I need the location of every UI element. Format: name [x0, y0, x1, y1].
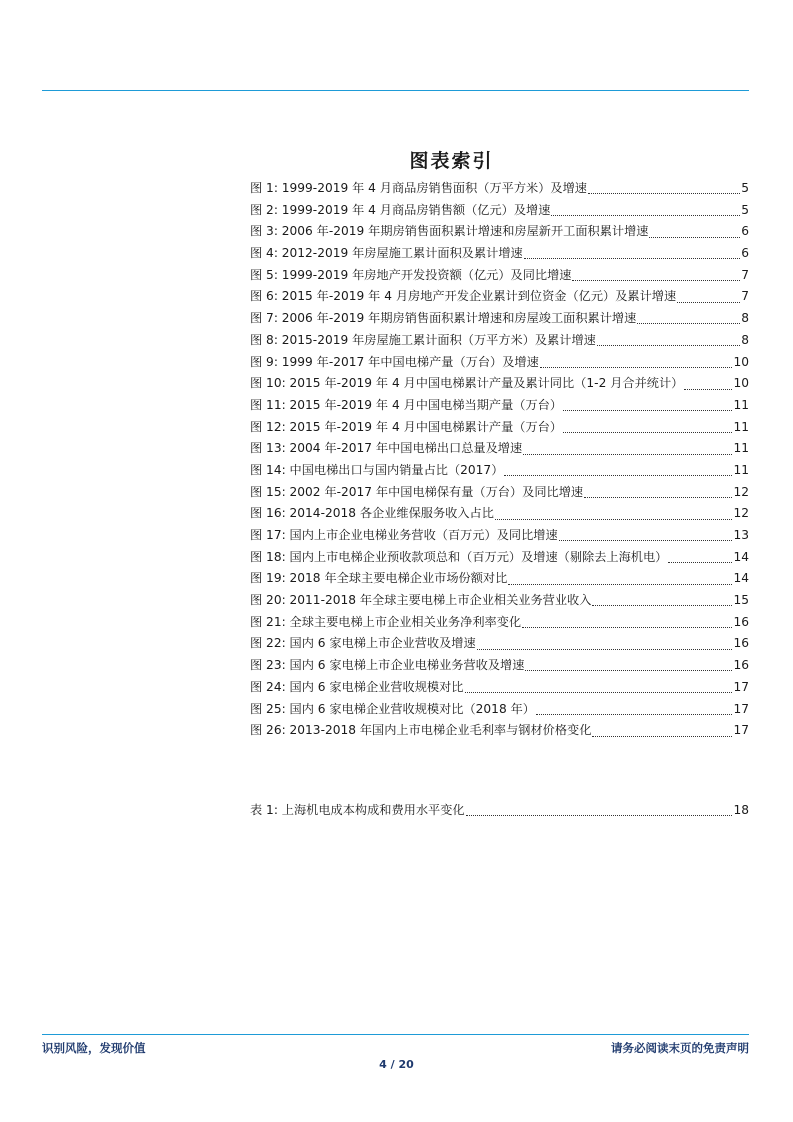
- toc-entry-label: 图 17: 国内上市企业电梯业务营收（百万元）及同比增速: [250, 528, 558, 542]
- figure-index-entry[interactable]: [250, 417, 749, 439]
- toc-entry-label: 图 6: 2015 年-2019 年 4 月房地产开发企业累计到位资金（亿元）及累计增速: [250, 289, 677, 304]
- toc-entry-label: 图 25: 国内 6 家电梯企业营收规模对比（2018 年）: [250, 701, 535, 716]
- toc-entry-page: 14: [733, 571, 749, 586]
- figure-index-entry[interactable]: [250, 699, 749, 721]
- dot-leader: [495, 519, 733, 520]
- dot-leader: [465, 692, 733, 693]
- toc-entry-page: 10: [733, 354, 749, 369]
- figure-index-entry[interactable]: [250, 612, 749, 634]
- toc-entry-label: 图 8: 2015-2019 年房屋施工累计面积（万平方米）及累计增速: [250, 332, 596, 347]
- toc-entry-page: 6: [741, 246, 749, 261]
- toc-entry-label: 表 1: 上海机电成本构成和费用水平变化: [250, 803, 465, 817]
- toc-entry-page: 10: [733, 376, 749, 391]
- toc-entry-page: 7: [741, 267, 749, 282]
- toc-entry-page: 16: [733, 658, 749, 673]
- toc-entry-page: 16: [733, 636, 749, 651]
- toc-entry-page: 13: [733, 528, 749, 542]
- toc-entry-label: 图 7: 2006 年-2019 年期房销售面积累计增速和房屋竣工面积累计增速: [250, 311, 637, 326]
- dot-leader: [504, 475, 732, 476]
- figure-index-entry[interactable]: [250, 200, 749, 222]
- figure-index-entry[interactable]: [250, 547, 749, 569]
- dot-leader: [522, 627, 732, 628]
- toc-entry-page: 6: [741, 224, 749, 239]
- toc-entry-page: 16: [733, 614, 749, 629]
- footer-rule: [42, 1034, 749, 1035]
- toc-entry-page: 15: [733, 593, 749, 608]
- figure-index-entry[interactable]: [250, 720, 749, 742]
- figure-index-entry[interactable]: [250, 286, 749, 308]
- toc-entry-page: 17: [733, 723, 749, 738]
- footer-disclaimer-link[interactable]: 请务必阅读末页的免责声明: [611, 1041, 749, 1055]
- toc-entry-page: 17: [733, 679, 749, 694]
- dot-leader: [508, 584, 732, 585]
- figure-index-entry[interactable]: [250, 373, 749, 395]
- dot-leader: [592, 736, 732, 737]
- dot-leader: [684, 389, 732, 390]
- toc-entry-label: 图 16: 2014-2018 各企业维保服务收入占比: [250, 506, 494, 521]
- toc-entry-page: 8: [741, 311, 749, 326]
- toc-entry-page: 17: [733, 701, 749, 716]
- toc-entry-label: 图 11: 2015 年-2019 年 4 月中国电梯当期产量（万台）: [250, 397, 563, 412]
- page-title: 图表索引: [409, 150, 494, 172]
- page-number: 4 / 20: [379, 1058, 414, 1071]
- toc-entry-label: 图 4: 2012-2019 年房屋施工累计面积及累计增速: [250, 246, 523, 261]
- dot-leader: [597, 345, 740, 346]
- figure-index-entry[interactable]: [250, 460, 749, 482]
- toc-entry-page: 11: [733, 419, 749, 434]
- toc-entry-page: 5: [741, 181, 749, 195]
- dot-leader: [524, 258, 741, 259]
- dot-leader: [584, 497, 732, 498]
- figure-index-entry[interactable]: [250, 655, 749, 677]
- figure-index-entry[interactable]: [250, 633, 749, 655]
- toc-entry-label: 图 19: 2018 年全球主要电梯企业市场份额对比: [250, 571, 508, 586]
- dot-leader: [572, 280, 740, 281]
- figure-index-entry[interactable]: [250, 330, 749, 352]
- toc-entry-page: 5: [741, 202, 749, 217]
- figure-index-entry[interactable]: [250, 352, 749, 374]
- toc-entry-label: 图 21: 全球主要电梯上市企业相关业务净利率变化: [250, 614, 522, 629]
- toc-entry-label: 图 2: 1999-2019 年 4 月商品房销售额（亿元）及增速: [250, 202, 551, 217]
- figure-index-entry[interactable]: [250, 438, 749, 460]
- figure-index-entry[interactable]: [250, 677, 749, 699]
- dot-leader: [563, 432, 732, 433]
- toc-entry-label: 图 5: 1999-2019 年房地产开发投资额（亿元）及同比增速: [250, 267, 572, 282]
- toc-entry-label: 图 24: 国内 6 家电梯企业营收规模对比: [250, 679, 464, 694]
- toc-entry-label: 图 22: 国内 6 家电梯上市企业营收及增速: [250, 636, 476, 651]
- dot-leader: [559, 540, 733, 541]
- figure-index-entry[interactable]: [250, 482, 749, 504]
- toc-entry-page: 18: [733, 803, 749, 817]
- toc-entry-label: 图 18: 国内上市电梯企业预收款项总和（百万元）及增速（剔除去上海机电）: [250, 549, 668, 564]
- dot-leader: [649, 237, 740, 238]
- figure-index-entry[interactable]: [250, 503, 749, 525]
- toc-entry-label: 图 14: 中国电梯出口与国内销量占比（2017）: [250, 462, 504, 477]
- figure-index-entry[interactable]: [250, 525, 749, 547]
- dot-leader: [477, 649, 733, 650]
- dot-leader: [563, 410, 732, 411]
- figure-index-entry[interactable]: [250, 243, 749, 265]
- figure-index-entry[interactable]: [250, 308, 749, 330]
- dot-leader: [637, 323, 740, 324]
- header-rule: [42, 90, 749, 91]
- toc-entry-label: 图 13: 2004 年-2017 年中国电梯出口总量及增速: [250, 441, 523, 456]
- figure-index-entry[interactable]: [250, 395, 749, 417]
- dot-leader: [523, 454, 732, 455]
- toc-entry-label: 图 12: 2015 年-2019 年 4 月中国电梯累计产量（万台）: [250, 419, 563, 434]
- figure-index-entry[interactable]: [250, 590, 749, 612]
- dot-leader: [536, 714, 733, 715]
- figure-index-entry[interactable]: [250, 221, 749, 243]
- toc-entry-label: 图 15: 2002 年-2017 年中国电梯保有量（万台）及同比增速: [250, 484, 584, 499]
- toc-entry-label: 图 9: 1999 年-2017 年中国电梯产量（万台）及增速: [250, 354, 539, 369]
- figure-index-entry[interactable]: [250, 265, 749, 287]
- toc-entry-label: 图 26: 2013-2018 年国内上市电梯企业毛利率与钢材价格变化: [250, 723, 592, 738]
- toc-entry-page: 14: [733, 549, 749, 564]
- dot-leader: [677, 302, 740, 303]
- toc-entry-label: 图 20: 2011-2018 年全球主要电梯上市企业相关业务营业收入: [250, 593, 592, 608]
- dot-leader: [668, 562, 732, 563]
- toc-entry-page: 12: [733, 484, 749, 499]
- dot-leader: [588, 193, 740, 194]
- dot-leader: [525, 670, 732, 671]
- figure-index-entry[interactable]: [250, 178, 749, 200]
- toc-entry-page: 11: [733, 462, 749, 477]
- figure-index-list: [250, 178, 749, 742]
- toc-entry-page: 11: [733, 441, 749, 456]
- dot-leader: [592, 605, 732, 606]
- table-index-list: [250, 800, 749, 822]
- toc-entry-label: 图 10: 2015 年-2019 年 4 月中国电梯累计产量及累计同比（1-2 月合并统计）: [250, 376, 684, 391]
- dot-leader: [466, 815, 733, 816]
- table-index-entry[interactable]: [250, 800, 749, 822]
- footer-slogan: 识别风险，发现价值: [42, 1041, 146, 1055]
- dot-leader: [551, 215, 740, 216]
- toc-entry-page: 8: [741, 332, 749, 347]
- toc-entry-page: 11: [733, 397, 749, 412]
- figure-index-entry[interactable]: [250, 568, 749, 590]
- dot-leader: [540, 367, 733, 368]
- toc-entry-label: 图 1: 1999-2019 年 4 月商品房销售面积（万平方米）及增速: [250, 181, 587, 195]
- toc-entry-label: 图 23: 国内 6 家电梯上市企业电梯业务营收及增速: [250, 658, 525, 673]
- toc-entry-label: 图 3: 2006 年-2019 年期房销售面积累计增速和房屋新开工面积累计增速: [250, 224, 649, 239]
- toc-entry-page: 12: [733, 506, 749, 521]
- toc-entry-page: 7: [741, 289, 749, 304]
